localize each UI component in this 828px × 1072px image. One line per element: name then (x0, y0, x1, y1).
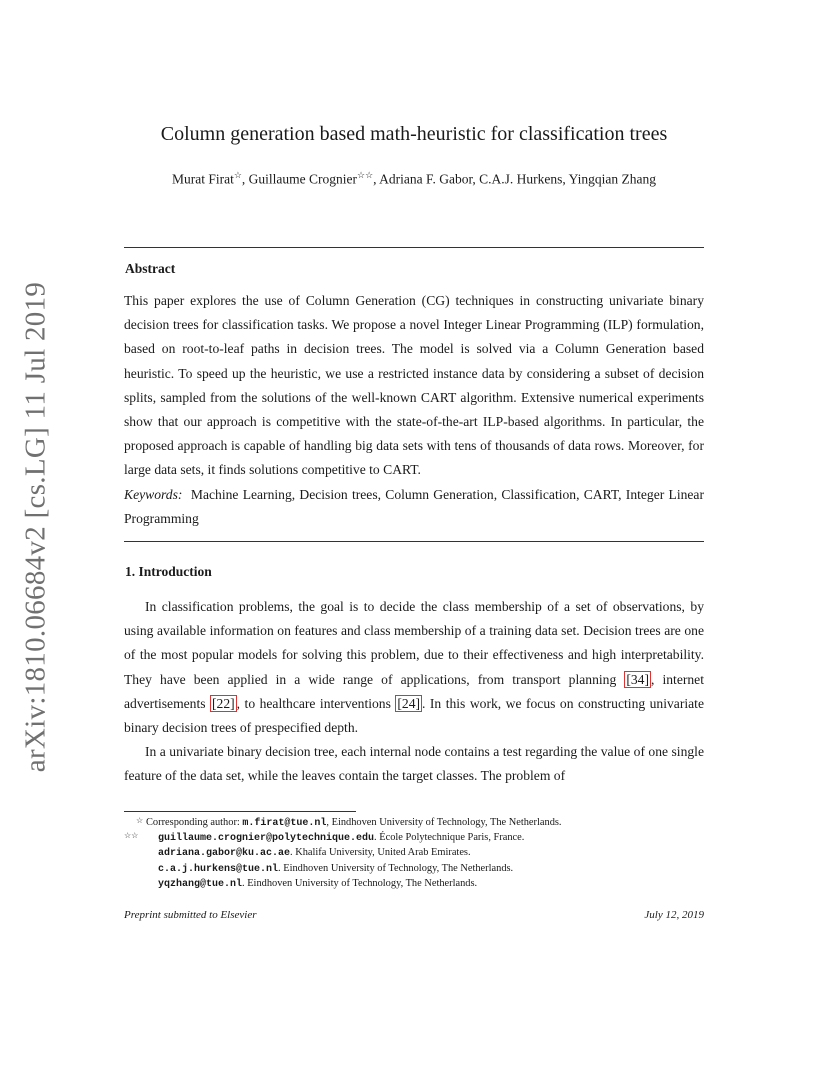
separator: , (472, 171, 480, 187)
author-name: Yingqian Zhang (568, 171, 657, 187)
abstract-text (124, 289, 704, 531)
separator: , (562, 171, 569, 187)
footnote-mark[interactable]: ☆☆ (357, 170, 374, 180)
keywords-list: Machine Learning, Decision trees, Column Generation, Classification, CART, Integer Linear Programming (124, 486, 704, 526)
citation-link[interactable]: [34] (626, 671, 649, 687)
author-name: C.A.J. Hurkens (479, 171, 563, 187)
footnote-text: . Khalifa University, United Arab Emirates. (290, 847, 471, 859)
footnote-mark[interactable]: ☆ (233, 170, 242, 180)
footnote-4 (124, 862, 704, 877)
separator: , (373, 171, 380, 187)
author-name: Adriana F. Gabor (379, 171, 473, 187)
footnote-1 (124, 816, 704, 831)
citation-link[interactable]: [22] (212, 695, 235, 711)
footnote-mark: ☆ (136, 816, 144, 825)
email-link[interactable]: guillaume.crognier@polytechnique.edu (158, 833, 375, 845)
footnote-mark: ☆☆ (124, 831, 139, 841)
author-name: Guillaume Crognier (248, 171, 358, 187)
abstract-bottom-rule (124, 541, 704, 542)
footnote-text: , Eindhoven University of Technology, The Netherlands. (326, 817, 562, 828)
footnote-text: . École Polytechnique Paris, France. (374, 832, 525, 844)
email-link[interactable]: yqzhang@tue.nl (158, 878, 243, 890)
page-footer (124, 909, 704, 921)
abstract-heading: Abstract (125, 261, 176, 276)
arxiv-identifier-stamp: arXiv:1810.06684v2 [cs.LG] 11 Jul 2019 (19, 281, 52, 773)
paragraph-text: , to healthcare interventions (236, 695, 396, 711)
paragraph-text: . In this work, we focus on constructing univariate binary decision trees of prespecified depth. (124, 695, 704, 736)
footer-date: July 12, 2019 (644, 909, 704, 921)
intro-paragraph-1 (124, 595, 704, 740)
paragraph-text: In classification problems, the goal is to decide the class membership of a set of observations, by using available information on features and class membership of a training data set. Decision trees are one of the most popular models for solving this problem, due to their effectiveness and high interpretability. They have been applied in a wide range of applications, from transport planning (124, 599, 704, 687)
preprint-note: Preprint submitted to Elsevier (124, 909, 257, 921)
email-link[interactable]: c.a.j.hurkens@tue.nl (158, 863, 279, 875)
footnote-rule (124, 811, 356, 812)
footnote-text: Corresponding author: (146, 817, 243, 828)
email-link[interactable]: adriana.gabor@ku.ac.ae (158, 848, 291, 860)
author-name: Murat Firat (171, 171, 234, 187)
footnote-text: . Eindhoven University of Technology, The Netherlands. (278, 862, 514, 874)
footnotes (124, 816, 704, 892)
keywords-label: Keywords: (124, 486, 183, 502)
footnote-2 (124, 831, 704, 846)
footnote-3 (124, 846, 704, 861)
paragraph-text: , internet advertisements (124, 671, 704, 711)
abstract-body: This paper explores the use of Column Generation (CG) techniques in constructing univariate binary decision trees for classification tasks. We propose a novel Integer Linear Programming (ILP) formulation, based on root-to-leaf paths in decision trees. The model is solved via a Column Generation based heuristic. To speed up the heuristic, we use a restricted instance data by considering a subset of decision splits, sampled from the solutions of the well-known CART algorithm. Extensive numerical experiments show that our approach is competitive with the state-of-the-art ILP-based algorithms. In particular, the proposed approach is capable of handling big data sets with tens of thousands of data rows. Moreover, for large data sets, it finds solutions competitive to CART. (124, 293, 704, 478)
section-heading-introduction: 1. Introduction (125, 564, 212, 579)
email-link[interactable]: m.firat@tue.nl (242, 818, 327, 829)
citation-link[interactable]: [24] (397, 695, 421, 711)
paper-title: Column generation based math-heuristic for classification trees (160, 123, 668, 145)
author-list (0, 170, 828, 188)
intro-paragraph-2: In a univariate binary decision tree, each internal node contains a test regarding the value of one single feature of the data set, while the leaves contain the target classes. The problem of (124, 744, 704, 784)
abstract-top-rule (124, 247, 704, 248)
footnote-5 (124, 877, 704, 892)
footnote-text: . Eindhoven University of Technology, The Netherlands. (242, 877, 478, 889)
separator: , (241, 171, 249, 187)
